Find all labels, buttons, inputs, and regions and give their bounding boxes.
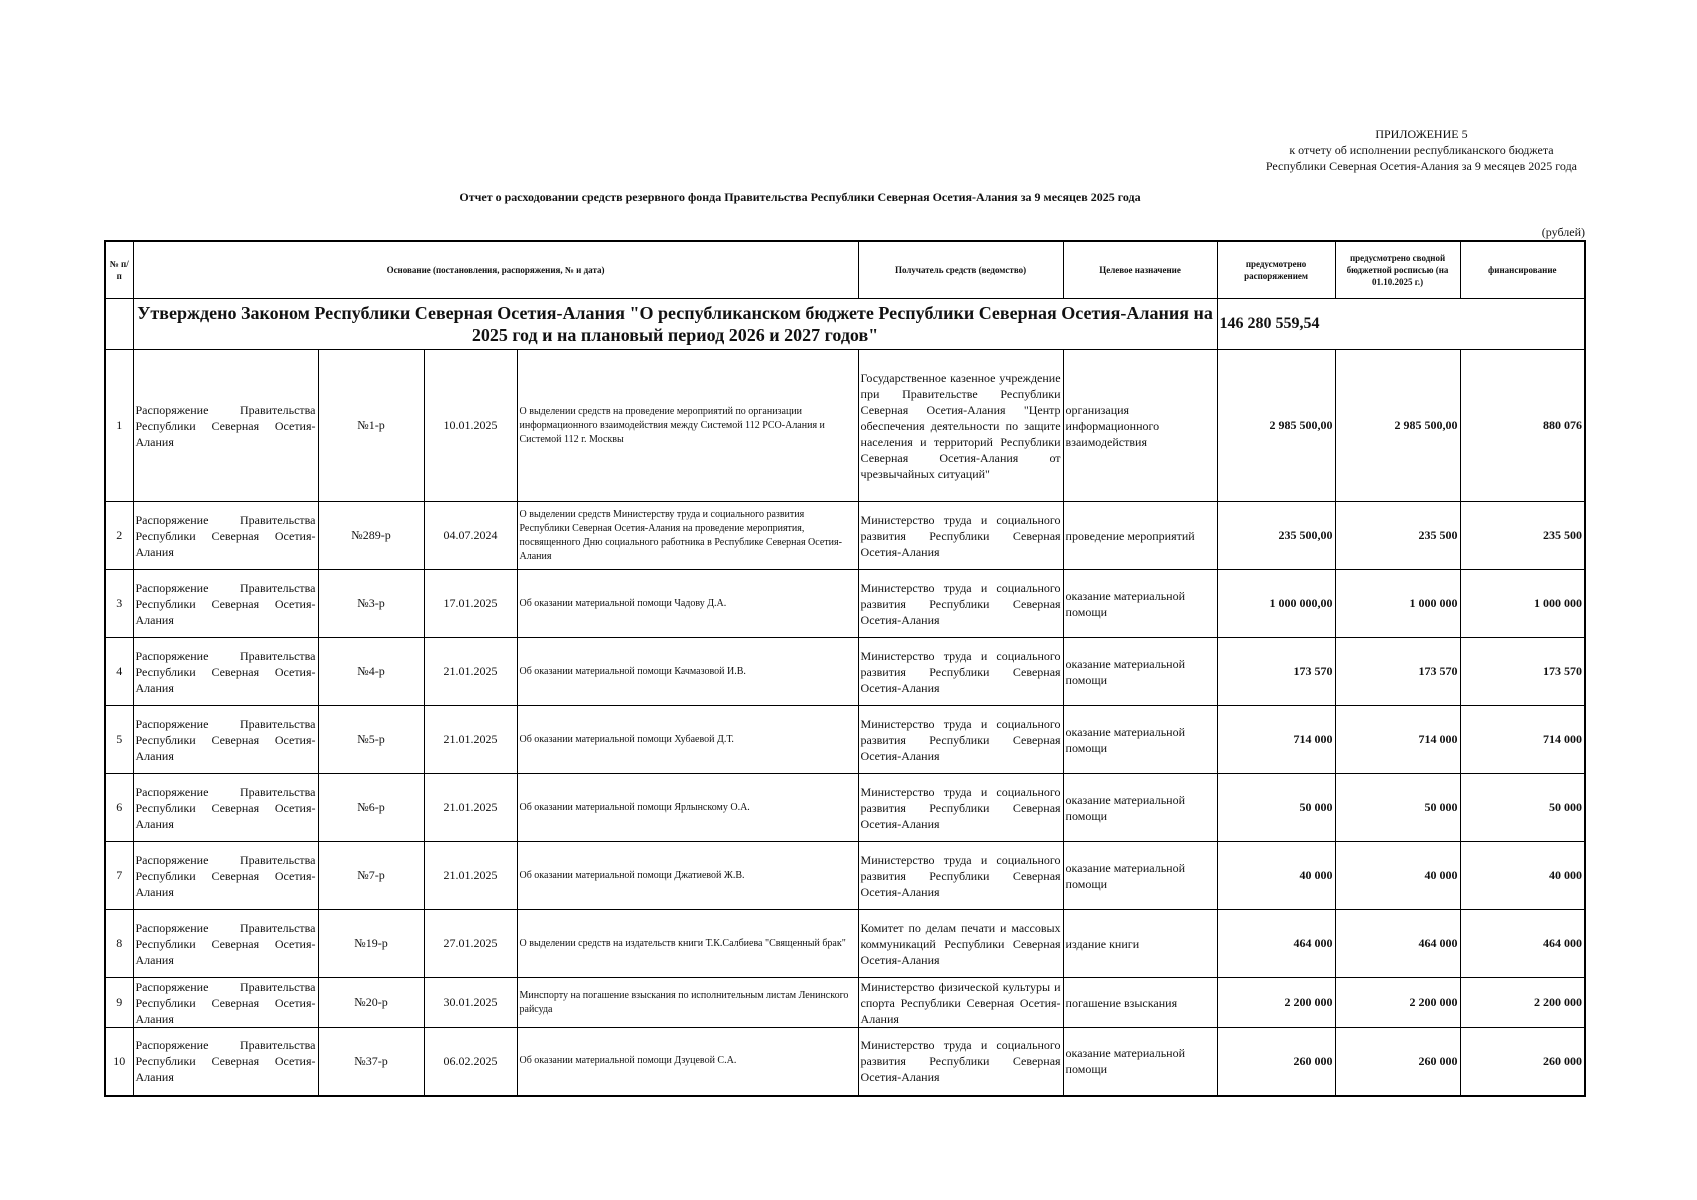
planned-budget-amount: 260 000 <box>1335 1028 1460 1096</box>
law-text: Утверждено Законом Республики Северная Осетия-Алания "О республиканском бюджете Республики Северная Осетия-Алания на 2025 год и на плановый период 2026 и 2027 годов" <box>133 299 1217 350</box>
document-number: №19-р <box>318 910 424 978</box>
planned-amount: 50 000 <box>1217 774 1335 842</box>
report-title: Отчет о расходовании средств резервного фонда Правительства Республики Северная Осетия-Алания за 9 месяцев 2025 года <box>459 190 1141 204</box>
recipient: Министерство труда и социального развития Республики Северная Осетия-Алания <box>858 842 1063 910</box>
row-number: 9 <box>105 978 133 1028</box>
purpose: оказание материальной помощи <box>1063 1028 1217 1096</box>
row-number: 10 <box>105 1028 133 1096</box>
planned-amount: 2 985 500,00 <box>1217 350 1335 502</box>
law-row <box>105 299 1585 350</box>
document-subject: Об оказании материальной помощи Дзуцевой С.А. <box>517 1028 858 1096</box>
purpose: оказание материальной помощи <box>1063 774 1217 842</box>
document-number: №37-р <box>318 1028 424 1096</box>
row-number: 5 <box>105 706 133 774</box>
document-date: 27.01.2025 <box>424 910 517 978</box>
purpose: оказание материальной помощи <box>1063 570 1217 638</box>
planned-budget-amount: 1 000 000 <box>1335 570 1460 638</box>
financing-amount: 173 570 <box>1460 638 1585 706</box>
row-number: 7 <box>105 842 133 910</box>
recipient: Министерство труда и социального развития Республики Северная Осетия-Алания <box>858 570 1063 638</box>
units-label: (рублей) <box>1541 225 1585 239</box>
recipient: Комитет по делам печати и массовых коммуникаций Республики Северная Осетия-Алания <box>858 910 1063 978</box>
recipient: Министерство труда и социального развития Республики Северная Осетия-Алания <box>858 774 1063 842</box>
row-number: 8 <box>105 910 133 978</box>
financing-amount: 880 076 <box>1460 350 1585 502</box>
purpose: погашение взыскания <box>1063 978 1217 1028</box>
document-number: №289-р <box>318 502 424 570</box>
planned-amount: 235 500,00 <box>1217 502 1335 570</box>
table-row <box>105 638 1585 706</box>
financing-amount: 714 000 <box>1460 706 1585 774</box>
document-type: Распоряжение Правительства Республики Северная Осетия-Алания <box>133 910 318 978</box>
table-row <box>105 1028 1585 1096</box>
document-date: 06.02.2025 <box>424 1028 517 1096</box>
document-date: 10.01.2025 <box>424 350 517 502</box>
document-subject: Об оказании материальной помощи Хубаевой Д.Т. <box>517 706 858 774</box>
document-number: №20-р <box>318 978 424 1028</box>
table-row <box>105 502 1585 570</box>
planned-budget-amount: 173 570 <box>1335 638 1460 706</box>
purpose: оказание материальной помощи <box>1063 706 1217 774</box>
document-subject: О выделении средств Министерству труда и социального развития Республики Северная Осетия-Алания на проведение мероприятия, посвященного Дню социального работника в Республике Северная Осетия-Алания <box>517 502 858 570</box>
planned-budget-amount: 2 200 000 <box>1335 978 1460 1028</box>
document-date: 21.01.2025 <box>424 774 517 842</box>
document-type: Распоряжение Правительства Республики Северная Осетия-Алания <box>133 1028 318 1096</box>
document-number: №5-р <box>318 706 424 774</box>
document-type: Распоряжение Правительства Республики Северная Осетия-Алания <box>133 774 318 842</box>
document-type: Распоряжение Правительства Республики Северная Осетия-Алания <box>133 706 318 774</box>
financing-amount: 40 000 <box>1460 842 1585 910</box>
document-type: Распоряжение Правительства Республики Северная Осетия-Алания <box>133 350 318 502</box>
recipient: Министерство труда и социального развития Республики Северная Осетия-Алания <box>858 706 1063 774</box>
planned-amount: 1 000 000,00 <box>1217 570 1335 638</box>
recipient: Министерство труда и социального развития Республики Северная Осетия-Алания <box>858 638 1063 706</box>
row-number: 2 <box>105 502 133 570</box>
planned-budget-amount: 2 985 500,00 <box>1335 350 1460 502</box>
planned-budget-amount: 50 000 <box>1335 774 1460 842</box>
recipient: Государственное казенное учреждение при Правительстве Республики Северная Осетия-Алания "Центр обеспечения деятельности по защите населения и территорий Республики Северная Осетия-Алания от чрезвычайных ситуаций" <box>858 350 1063 502</box>
col-header-financing: финансирование <box>1460 241 1585 299</box>
financing-amount: 50 000 <box>1460 774 1585 842</box>
row-number: 1 <box>105 350 133 502</box>
purpose: издание книги <box>1063 910 1217 978</box>
row-number: 4 <box>105 638 133 706</box>
planned-budget-amount: 40 000 <box>1335 842 1460 910</box>
recipient: Министерство труда и социального развития Республики Северная Осетия-Алания <box>858 502 1063 570</box>
col-header-basis: Основание (постановления, распоряжения, № и дата) <box>133 241 858 299</box>
col-header-purpose: Целевое назначение <box>1063 241 1217 299</box>
table-row <box>105 910 1585 978</box>
document-type: Распоряжение Правительства Республики Северная Осетия-Алания <box>133 570 318 638</box>
planned-amount: 2 200 000 <box>1217 978 1335 1028</box>
document-number: №7-р <box>318 842 424 910</box>
document-date: 30.01.2025 <box>424 978 517 1028</box>
document-date: 21.01.2025 <box>424 706 517 774</box>
document-subject: О выделении средств на проведение мероприятий по организации информационного взаимодействия между Системой 112 РСО-Алания и Системой 112 г. Москвы <box>517 350 858 502</box>
appendix-header <box>1266 126 1577 174</box>
table-row <box>105 570 1585 638</box>
planned-budget-amount: 464 000 <box>1335 910 1460 978</box>
document-type: Распоряжение Правительства Республики Северная Осетия-Алания <box>133 502 318 570</box>
purpose: организация информационного взаимодействия <box>1063 350 1217 502</box>
appendix-line-1: ПРИЛОЖЕНИЕ 5 <box>1375 127 1468 141</box>
planned-budget-amount: 235 500 <box>1335 502 1460 570</box>
table-row <box>105 774 1585 842</box>
document-date: 04.07.2024 <box>424 502 517 570</box>
financing-amount: 235 500 <box>1460 502 1585 570</box>
table-row <box>105 978 1585 1028</box>
financing-amount: 2 200 000 <box>1460 978 1585 1028</box>
document-number: №1-р <box>318 350 424 502</box>
planned-amount: 173 570 <box>1217 638 1335 706</box>
recipient: Министерство физической культуры и спорта Республики Северная Осетия-Алания <box>858 978 1063 1028</box>
document-subject: Минспорту на погашение взыскания по исполнительным листам Ленинского райсуда <box>517 978 858 1028</box>
document-date: 17.01.2025 <box>424 570 517 638</box>
purpose: проведение мероприятий <box>1063 502 1217 570</box>
document-type: Распоряжение Правительства Республики Северная Осетия-Алания <box>133 978 318 1028</box>
document-type: Распоряжение Правительства Республики Северная Осетия-Алания <box>133 842 318 910</box>
report-table <box>104 240 1586 1097</box>
purpose: оказание материальной помощи <box>1063 638 1217 706</box>
law-row-empty-cell <box>105 299 133 350</box>
col-header-planned: предусмотрено распоряжением <box>1217 241 1335 299</box>
document-subject: Об оказании материальной помощи Качмазовой И.В. <box>517 638 858 706</box>
col-header-num: № п/п <box>105 241 133 299</box>
document-type: Распоряжение Правительства Республики Северная Осетия-Алания <box>133 638 318 706</box>
planned-budget-amount: 714 000 <box>1335 706 1460 774</box>
financing-amount: 464 000 <box>1460 910 1585 978</box>
document-subject: Об оказании материальной помощи Джатиевой Ж.В. <box>517 842 858 910</box>
planned-amount: 260 000 <box>1217 1028 1335 1096</box>
appendix-line-2: к отчету об исполнении республиканского бюджета <box>1289 143 1554 157</box>
recipient: Министерство труда и социального развития Республики Северная Осетия-Алания <box>858 1028 1063 1096</box>
table-row <box>105 842 1585 910</box>
planned-amount: 714 000 <box>1217 706 1335 774</box>
planned-amount: 464 000 <box>1217 910 1335 978</box>
purpose: оказание материальной помощи <box>1063 842 1217 910</box>
table-header-row <box>105 241 1585 299</box>
table-row <box>105 350 1585 502</box>
document-number: №3-р <box>318 570 424 638</box>
law-amount: 146 280 559,54 <box>1217 299 1585 350</box>
document-date: 21.01.2025 <box>424 638 517 706</box>
document-number: №4-р <box>318 638 424 706</box>
row-number: 3 <box>105 570 133 638</box>
financing-amount: 260 000 <box>1460 1028 1585 1096</box>
financing-amount: 1 000 000 <box>1460 570 1585 638</box>
document-subject: Об оказании материальной помощи Ярлынскому О.А. <box>517 774 858 842</box>
col-header-recipient: Получатель средств (ведомство) <box>858 241 1063 299</box>
appendix-line-3: Республики Северная Осетия-Алания за 9 месяцев 2025 года <box>1265 159 1577 173</box>
document-subject: О выделении средств на издательств книги Т.К.Салбиева "Священный брак" <box>517 910 858 978</box>
document-subject: Об оказании материальной помощи Чадову Д.А. <box>517 570 858 638</box>
table-row <box>105 706 1585 774</box>
col-header-planned-budget: предусмотрено сводной бюджетной росписью (на 01.10.2025 г.) <box>1335 241 1460 299</box>
document-number: №6-р <box>318 774 424 842</box>
document-date: 21.01.2025 <box>424 842 517 910</box>
planned-amount: 40 000 <box>1217 842 1335 910</box>
row-number: 6 <box>105 774 133 842</box>
